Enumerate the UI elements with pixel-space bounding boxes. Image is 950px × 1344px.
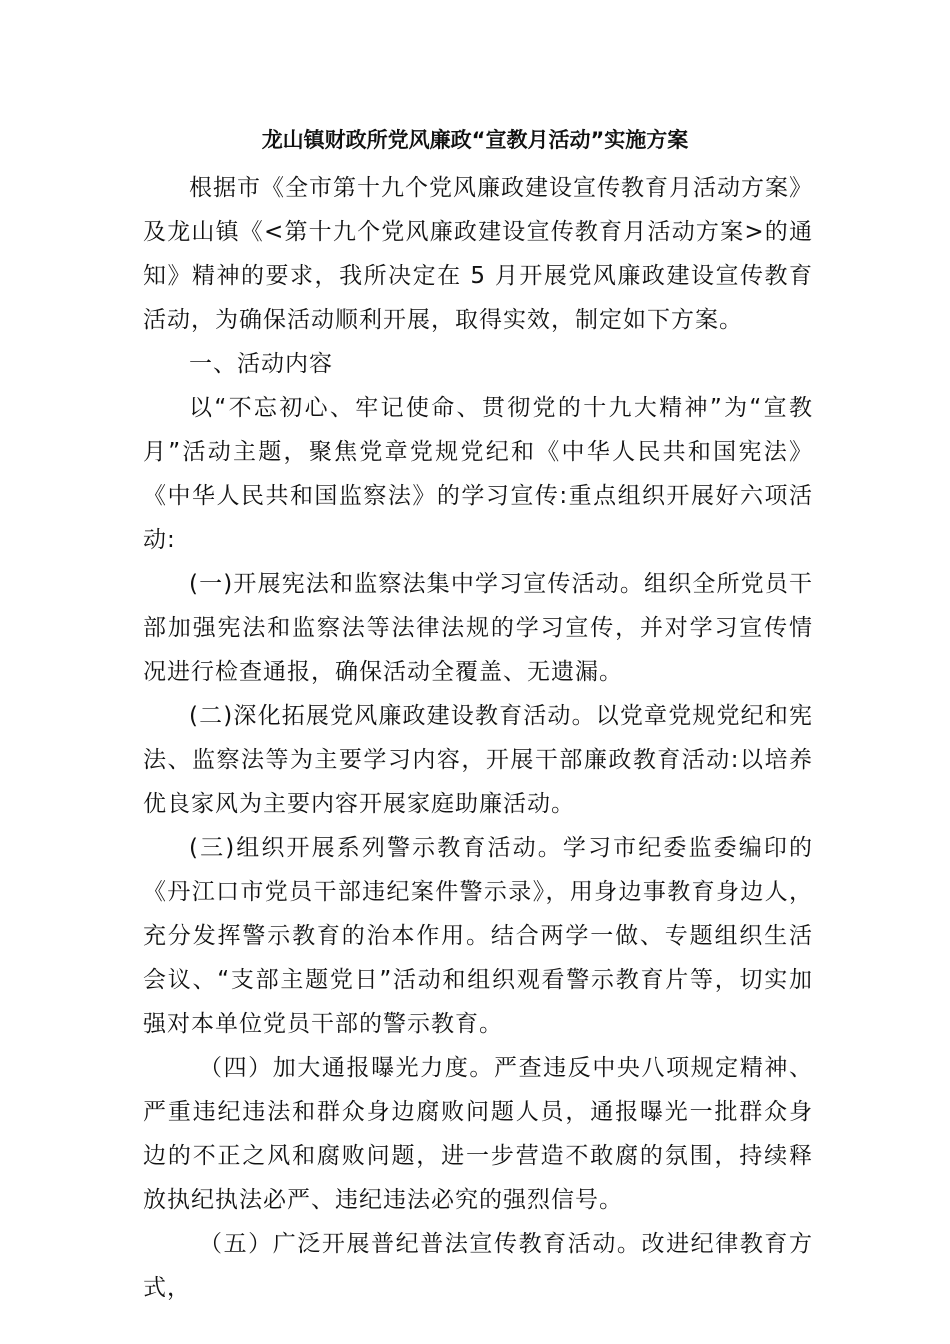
paragraph-item-2: (二)深化拓展党风廉政建设教育活动。以党章党规党纪和宪法、监察法等为主要学习内容，开展干部廉政教育活动:以培养优良家风为主要内容开展家庭助廉活动。 <box>143 703 813 817</box>
paragraph-intro: 根据市《全市第十九个党风廉政建设宣传教育月活动方案》及龙山镇《<第十九个党风廉政建设宣传教育月活动方案>的通知》精神的要求，我所决定在 5 月开展党风廉政建设宣传教育活动，为确保活动顺利开展，取得实效，制定如下方案。 <box>143 175 813 333</box>
document-title: 龙山镇财政所党风廉政“宣教月活动”实施方案 <box>261 128 689 152</box>
document-body <box>143 166 813 1310</box>
paragraph-item-4: （四）加大通报曝光力度。严查违反中央八项规定精神、严重违纪违法和群众身边腐败问题人员，通报曝光一批群众身边的不正之风和腐败问题，进一步营造不敢腐的氛围，持续释放执纪执法必严、违纪违法必究的强烈信号。 <box>143 1055 813 1213</box>
paragraph-theme: 以“不忘初心、牢记使命、贯彻党的十九大精神”为“宣教月”活动主题，聚焦党章党规党纪和《中华人民共和国宪法》《中华人民共和国监察法》的学习宣传:重点组织开展好六项活动: <box>143 395 813 553</box>
paragraph-item-3: (三)组织开展系列警示教育活动。学习市纪委监委编印的《丹江口市党员干部违纪案件警示录》，用身边事教育身边人，充分发挥警示教育的治本作用。结合两学一做、专题组织生活会议、“支部主题党日”活动和组织观看警示教育片等，切实加强对本单位党员干部的警示教育。 <box>143 835 813 1037</box>
paragraph-item-5: （五）广泛开展普纪普法宣传教育活动。改进纪律教育方式， <box>143 1231 813 1301</box>
section-heading-activity-content: 一、活动内容 <box>189 351 333 377</box>
paragraph-item-1: (一)开展宪法和监察法集中学习宣传活动。组织全所党员干部加强宪法和监察法等法律法规的学习宣传，并对学习宣传情况进行检查通报，确保活动全覆盖、无遗漏。 <box>143 571 813 685</box>
